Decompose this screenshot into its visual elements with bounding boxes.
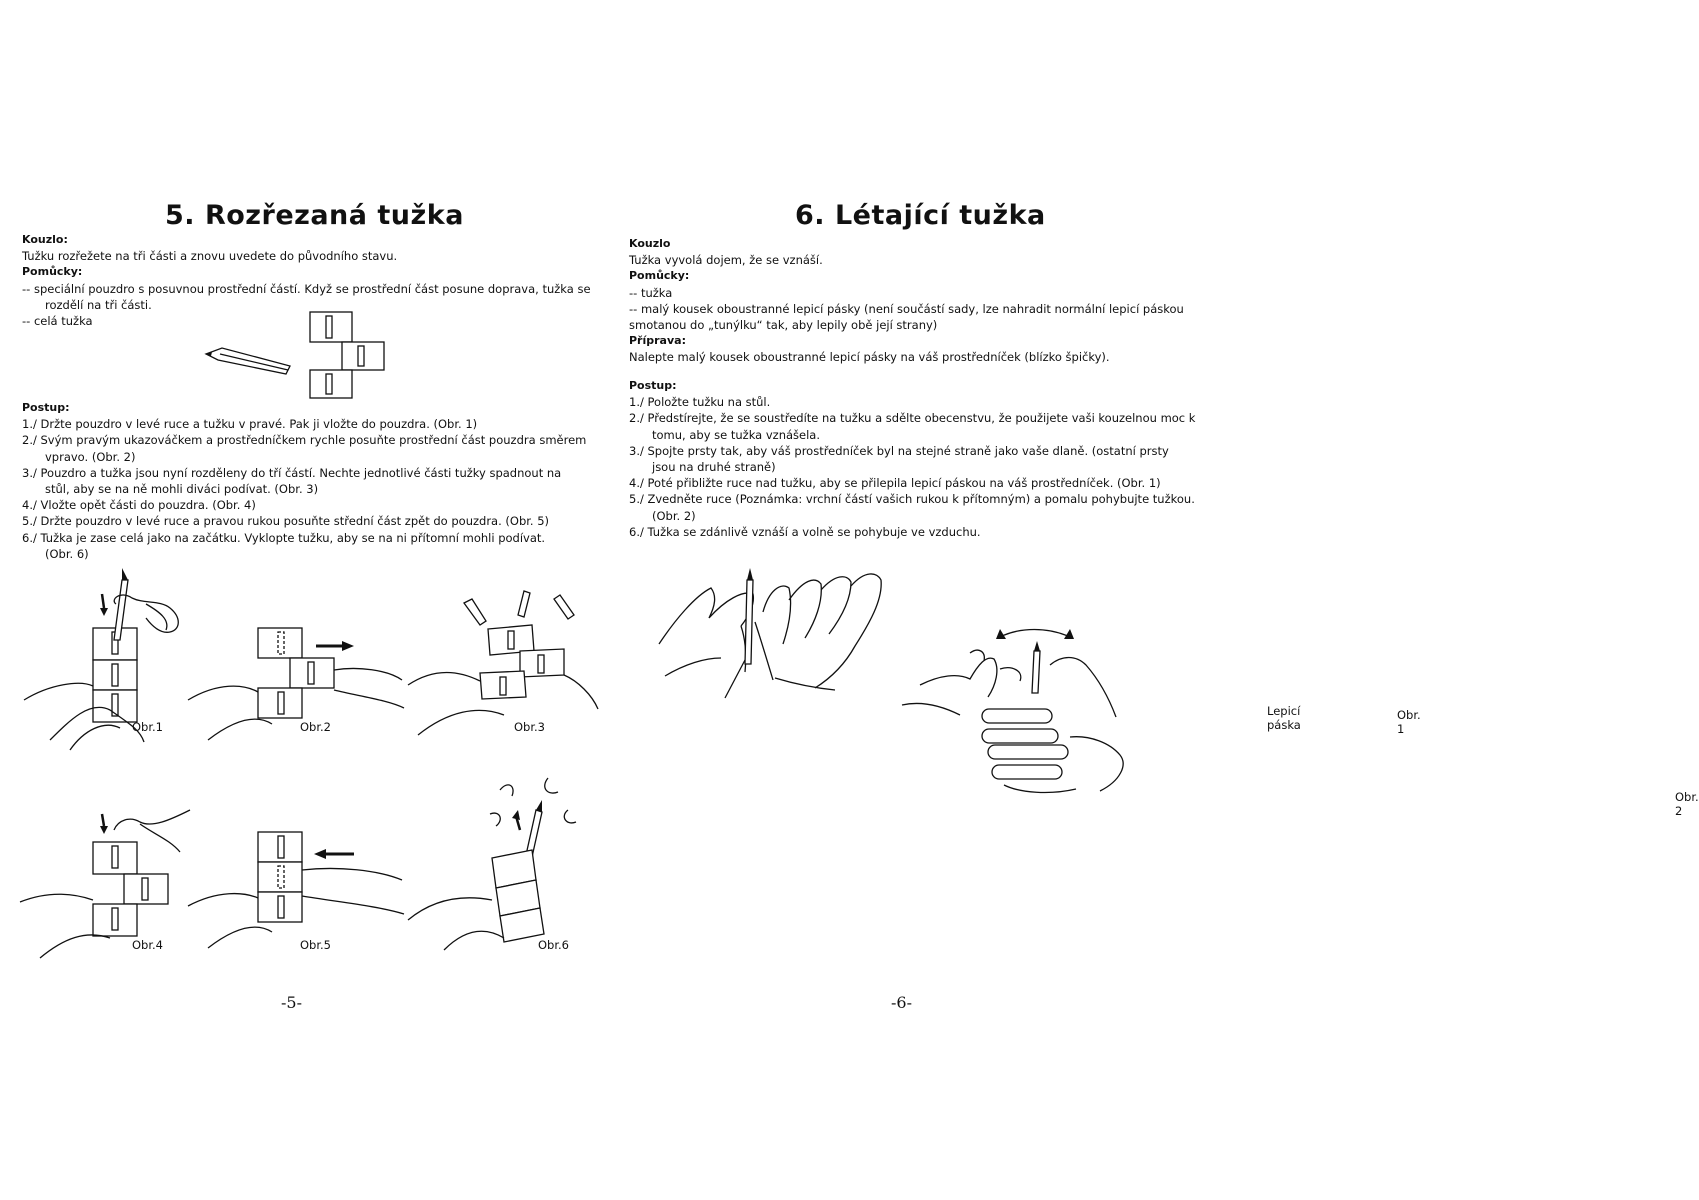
step-6: 6./ Tužka se zdánlivě vznáší a volně se pohybuje ve vzduchu. [629,524,981,539]
step-5: 5./ Zvedněte ruce (Poznámka: vrchní částí vašich rukou k přítomným) a pomalu pohybujte tužkou. [629,492,1195,507]
step-1: 1./ Položte tužku na stůl. [629,395,771,410]
step-2-cont: vpravo. (Obr. 2) [45,449,136,464]
postup-label: Postup: [22,401,70,414]
right-page [600,0,1699,1200]
step-2-cont: tomu, aby se tužka vznášela. [652,427,821,442]
step-1: 1./ Držte pouzdro v levé ruce a tužku v pravé. Pak ji vložte do pouzdra. (Obr. 1) [22,417,478,432]
figure-obr-2 [900,625,1160,795]
step-3-cont: jsou na druhé straně) [652,460,776,475]
priprava-text: Nalepte malý kousek oboustranné lepicí pásky na váš prostředníček (blízko špičky). [629,350,1110,365]
postup-block [629,378,1196,540]
figure-obr-1 [20,560,210,750]
kouzlo-label: Kouzlo: [22,233,68,246]
page-number: -6- [891,993,912,1012]
caption-obr-5: Obr.5 [300,938,331,952]
pomucky-item: -- tužka [629,285,673,300]
pomucky-item: -- malý kousek oboustranné lepicí pásky (není součástí sady, lze nahradit normální lepicí páskou [629,301,1184,316]
figure-obr-5 [188,810,408,950]
kouzlo-text: Tužka vyvolá dojem, že se vznáší. [629,253,823,268]
step-4: 4./ Vložte opět části do pouzdra. (Obr. 4) [22,498,256,513]
kouzlo-text: Tužku rozřežete na tři části a znovu uvedete do původního stavu. [22,249,398,264]
pomucky-label: Pomůcky: [629,269,690,283]
pencil-case-illustration [200,308,400,400]
step-6: 6./ Tužka je zase celá jako na začátku. Vyklopte tužku, aby se na ni přítomní mohli podívat. [22,530,546,545]
figure-obr-1 [655,560,895,710]
step-6-cont: (Obr. 6) [45,546,89,561]
figure-obr-6 [408,770,598,950]
caption-obr-1: Obr.1 [132,720,163,734]
postup-block [22,400,587,562]
tape-label: Lepicí páska [1267,704,1301,732]
left-page [0,0,600,1200]
kouzlo-label: Kouzlo [629,237,671,250]
intro-block [629,236,1189,366]
priprava-label: Příprava: [629,334,686,348]
caption-obr-4: Obr.4 [132,938,163,952]
postup-label: Postup: [629,379,677,392]
figure-obr-3 [408,585,598,750]
case-icon [310,312,384,398]
step-4: 4./ Poté přibližte ruce nad tužku, aby se přilepila lepicí páskou na váš prostředníček. (Obr. 1) [629,476,1161,491]
pomucky-item: -- celá tužka [22,314,93,329]
figure-obr-4 [20,790,210,960]
caption-obr-2: Obr. 2 [1675,790,1699,818]
pencil-icon [206,348,290,374]
figure-obr-2 [188,600,408,740]
page-title: 5. Rozřezaná tužka [165,200,464,231]
caption-obr-6: Obr.6 [538,938,569,952]
step-3: 3./ Spojte prsty tak, aby váš prostředníček byl na stejné straně jako vaše dlaně. (ostatní prsty [629,443,1169,458]
step-5-cont: (Obr. 2) [652,508,696,523]
caption-obr-1: Obr. 1 [1397,708,1421,736]
pomucky-item: -- speciální pouzdro s posuvnou prostřední částí. Když se prostřední část posune doprava, tužka se [22,281,591,296]
step-2: 2./ Svým pravým ukazováčkem a prostředníčkem rychle posuňte prostřední část pouzdra směrem [22,433,587,448]
caption-obr-2: Obr.2 [300,720,331,734]
page-title: 6. Létající tužka [795,200,1046,231]
pomucky-item-cont: smotanou do „tunýlku“ tak, aby lepily obě její strany) [629,318,938,333]
caption-obr-3: Obr.3 [514,720,545,734]
pomucky-label: Pomůcky: [22,265,83,279]
pomucky-item-cont: rozdělí na tři části. [45,297,152,312]
step-5: 5./ Držte pouzdro v levé ruce a pravou rukou posuňte střední část zpět do pouzdra. (Obr. 5) [22,514,550,529]
step-3-cont: stůl, aby se na ně mohli diváci podívat. (Obr. 3) [45,482,319,497]
page-number: -5- [281,993,302,1012]
step-3: 3./ Pouzdro a tužka jsou nyní rozděleny do tří částí. Nechte jednotlivé části tužky spadnout na [22,465,562,480]
step-2: 2./ Předstírejte, že se soustředíte na tužku a sdělte obecenstvu, že použijete vaši kouzelnou moc k [629,411,1196,426]
